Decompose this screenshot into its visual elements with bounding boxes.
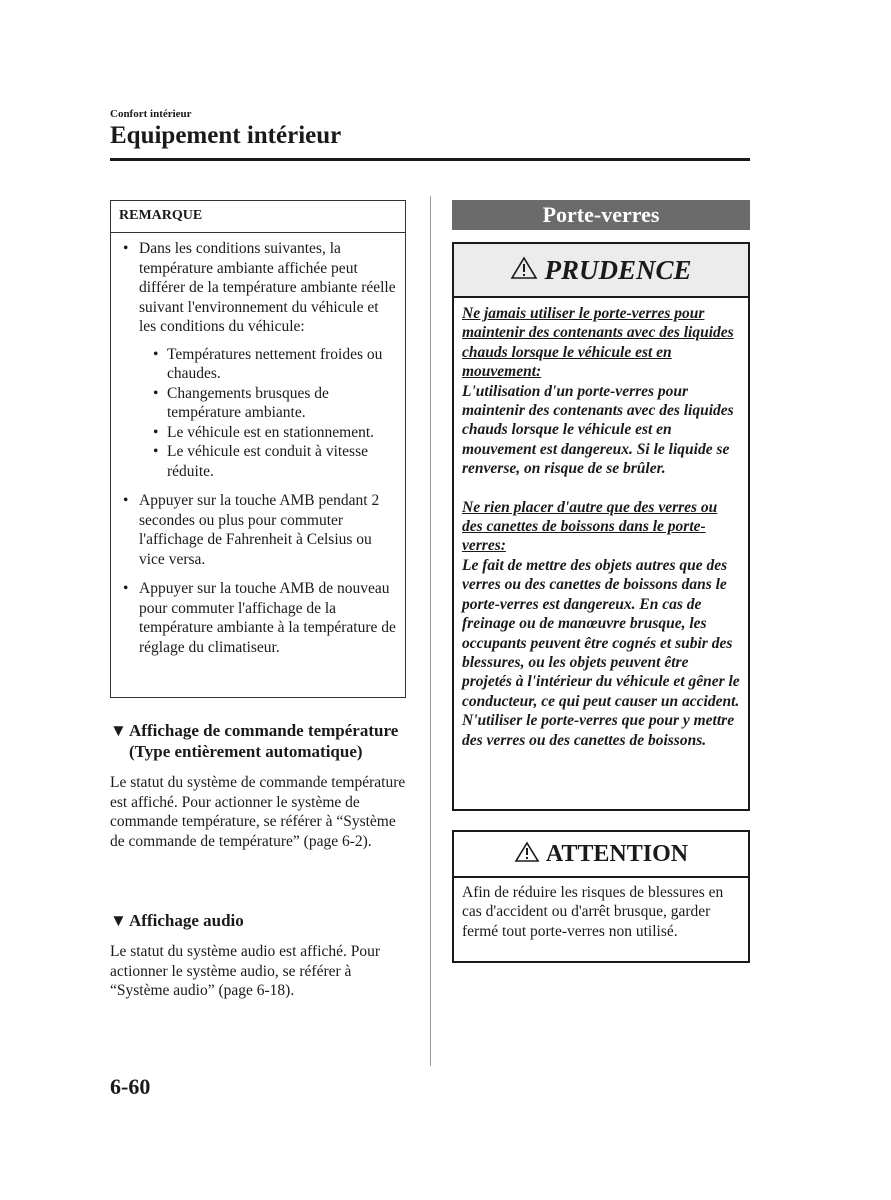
note-sub-item: • Températures nettement froides ou chaudes. [153, 345, 383, 382]
sub-dot-icon: • [153, 384, 159, 402]
page-number: 6-60 [110, 1074, 151, 1099]
section-label: Confort intérieur [110, 108, 192, 120]
note-bullet-text: Appuyer sur la touche AMB pendant 2 secondes ou plus pour commuter l'affichage de Fahrenheit à Celsius ou vice versa. [139, 492, 380, 568]
sub-dot-icon: • [153, 423, 159, 441]
bullet-dot-icon: • [123, 492, 129, 509]
note-bullet [119, 491, 397, 569]
bullet-dot-icon: • [123, 580, 129, 597]
attention-header [454, 832, 748, 878]
prudence-rule-text: L'utilisation d'un porte-verres pour maintenir des contenants avec des liquides chauds lorsque le véhicule est en mouvement est dangereux. Si le liquide se renverse, on risque de se brûler. [462, 382, 734, 478]
note-sub-item: • Le véhicule est en stationnement. [153, 423, 375, 441]
note-bullet-text: Dans les conditions suivantes, la température ambiante affichée peut différer de la température ambiante réelle suivant l'environnement du véhicule et les conditions du véhicule: [139, 240, 396, 335]
note-sub-item: • Changements brusques de température ambiante. [153, 384, 329, 421]
note-bullet [119, 239, 397, 481]
note-box [110, 200, 406, 698]
note-sub-list [139, 345, 397, 482]
page-title: Equipement intérieur [110, 122, 342, 149]
attention-box [452, 830, 750, 963]
triangle-down-icon: ▼ [110, 721, 127, 740]
sub-dot-icon: • [153, 345, 159, 363]
bullet-dot-icon: • [123, 240, 129, 257]
attention-title: ATTENTION [545, 840, 689, 867]
triangle-down-icon: ▼ [110, 911, 127, 930]
prudence-rule-heading: Ne jamais utiliser le porte-verres pour maintenir des contenants avec des liquides chauds lorsque le véhicule est en mouvement: [462, 305, 734, 381]
warning-triangle-icon [510, 256, 538, 285]
section-bar-porte-verres: Porte-verres [452, 200, 750, 230]
section-heading-temperature: ▼ Affichage de commande température (Type entièrement automatique) [110, 721, 399, 761]
prudence-body [454, 298, 748, 758]
note-sub-item: • Le véhicule est conduit à vitesse réduite. [153, 443, 369, 480]
section-body-audio: Le statut du système audio est affiché. Pour actionner le système audio, se référer à “Système audio” (page 6-18). [110, 943, 381, 999]
note-body [111, 233, 405, 657]
sub-dot-icon: • [153, 443, 159, 460]
title-rule [110, 158, 750, 161]
section-body-temperature: Le statut du système de commande température est affiché. Pour actionner le système de commande température, se référer à “Système de commande de température” (page 6-2). [110, 774, 406, 850]
prudence-rule-text: Le fait de mettre des objets autres que des verres ou des canettes de boissons dans le porte-verres est dangereux. En cas de freinage ou de manœuvre brusque, les occupants peuvent être cognés et subir des blessures, ou les objets peuvent être projetés à l'intérieur du véhicule et gêner le conducteur, ce qui peut causer un accident. N'utiliser le porte-verres que pour y mettre des verres ou des canettes de boissons. [462, 556, 740, 749]
prudence-title: PRUDENCE [544, 254, 692, 285]
prudence-rule-heading: Ne rien placer d'autre que des verres ou des canettes de boissons dans le porte-verres: [462, 498, 718, 555]
note-bullet-text: Appuyer sur la touche AMB de nouveau pour commuter l'affichage de la température ambiante à la température de réglage du climatiseur. [139, 580, 396, 656]
note-bullet [119, 579, 397, 657]
column-divider [430, 196, 431, 1066]
section-heading-audio: ▼ Affichage audio [110, 911, 244, 930]
note-heading: REMARQUE [111, 201, 405, 233]
prudence-header [454, 244, 748, 298]
attention-body: Afin de réduire les risques de blessures en cas d'accident ou d'arrêt brusque, garder fermé tout porte-verres non utilisé. [462, 884, 724, 940]
warning-triangle-icon [514, 841, 540, 868]
prudence-box [452, 242, 750, 811]
